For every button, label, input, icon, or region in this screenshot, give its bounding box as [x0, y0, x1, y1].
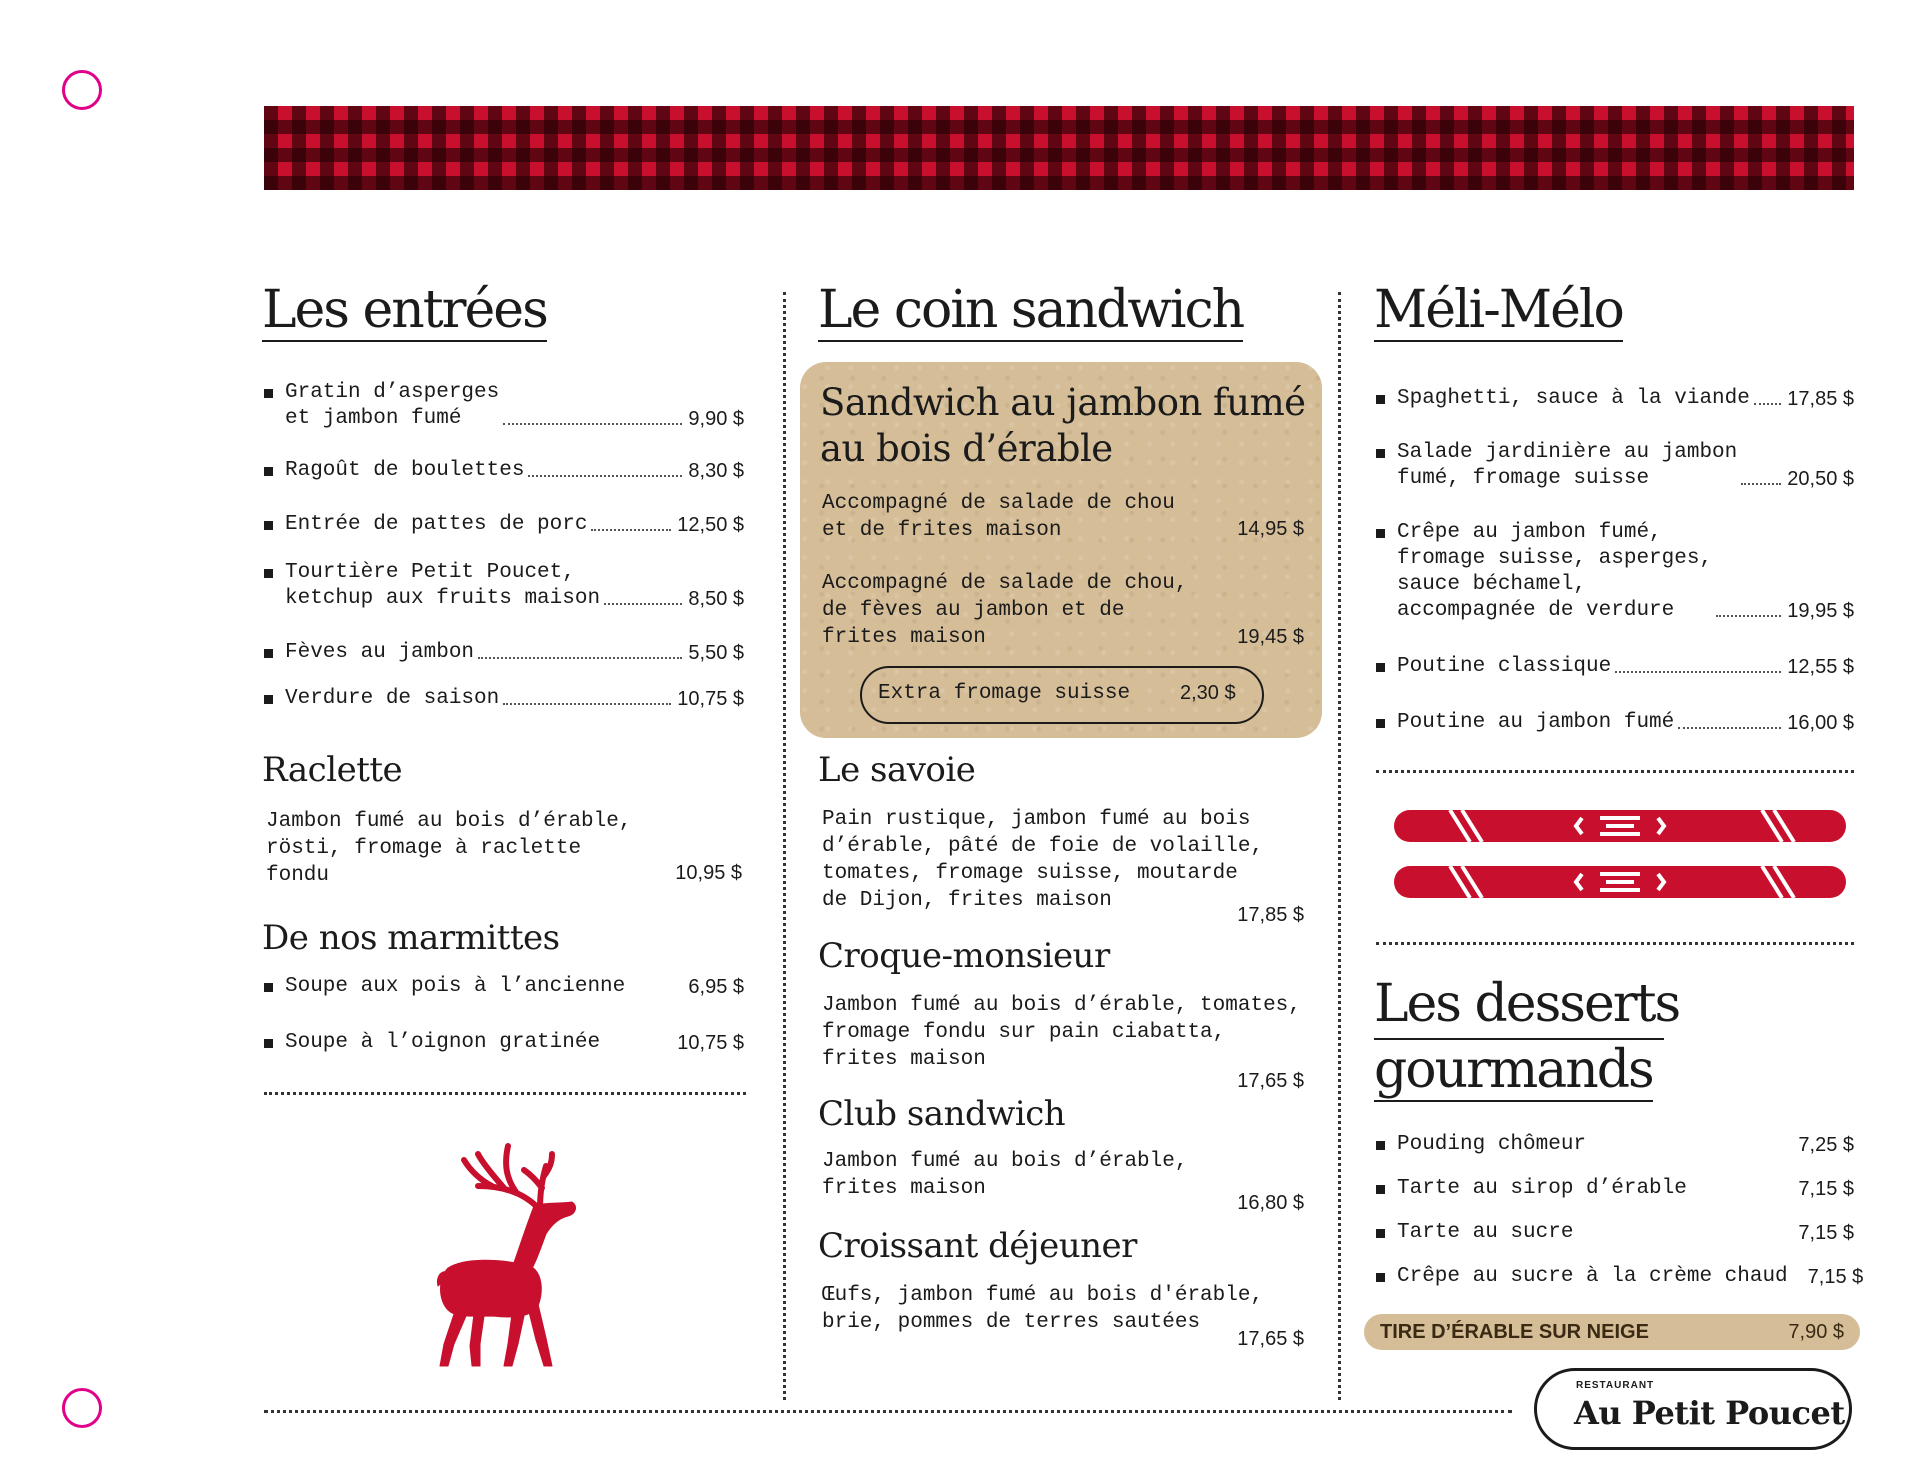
bullet: [1376, 663, 1385, 672]
column-divider-left: [783, 292, 786, 1400]
skis-icon: [1392, 806, 1848, 910]
croissant-price: 17,65 $: [1237, 1328, 1304, 1350]
dot-leader: [503, 423, 682, 425]
dot-leader: [478, 657, 682, 659]
entrees-heading: [262, 280, 547, 342]
list-item: Crêpe au sucre à la crème chaud 7,15 $: [1376, 1264, 1854, 1290]
featured-option-1-price: 14,95 $: [1237, 518, 1304, 540]
plaid-banner: [264, 106, 1854, 190]
dot-leader: [1716, 615, 1781, 617]
list-item: Entrée de pattes de porc 12,50 $: [264, 512, 744, 538]
dot-leader: [1678, 727, 1781, 729]
dot-leader: [1741, 483, 1781, 485]
list-item: Tarte au sucre 7,15 $: [1376, 1220, 1854, 1246]
dot-leader: [1615, 671, 1781, 673]
column-divider-right: [1338, 292, 1341, 1400]
dot-leader: [1754, 403, 1781, 405]
croissant-description: Œufs, jambon fumé au bois d'érable, brie, pommes de terres sautées: [822, 1284, 1264, 1334]
list-item: Tarte au sirop d’érable 7,15 $: [1376, 1176, 1854, 1202]
dot-leader: [591, 529, 671, 531]
bullet: [1376, 449, 1385, 458]
croque-description: Jambon fumé au bois d’érable, tomates, fromage fondu sur pain ciabatta, frites maison: [822, 994, 1301, 1071]
maple-taffy-special: [1364, 1314, 1860, 1350]
list-item: Poutine au jambon fumé 16,00 $: [1376, 710, 1854, 736]
maple-taffy-price: 7,90 $: [1788, 1320, 1844, 1343]
entrees-title: Les entrées: [262, 280, 547, 340]
bullet: [264, 389, 273, 398]
featured-sandwich-title: Sandwich au jambon fumé au bois d’érable: [820, 381, 1306, 470]
list-item: Soupe aux pois à l’ancienne 6,95 $: [264, 974, 744, 1000]
club-price: 16,80 $: [1237, 1192, 1304, 1214]
desserts-title-line2: gourmands: [1374, 1040, 1653, 1100]
bullet: [1376, 1273, 1385, 1282]
list-item: Pouding chômeur 7,25 $: [1376, 1132, 1854, 1158]
logo-restaurant-name: Au Petit Poucet: [1574, 1394, 1845, 1432]
sandwich-heading: [818, 280, 1244, 342]
list-item: Gratin d’asperges et jambon fumé 9,90 $: [264, 380, 744, 432]
bullet: [264, 467, 273, 476]
list-item: Fèves au jambon 5,50 $: [264, 640, 744, 666]
registration-circle-top: [62, 70, 102, 110]
croissant-title: Croissant déjeuner: [818, 1226, 1137, 1266]
raclette-description: Jambon fumé au bois d’érable, rösti, fromage à raclette fondu: [266, 810, 632, 887]
bullet: [1376, 1185, 1385, 1194]
list-item: Crêpe au jambon fumé, fromage suisse, asperges, sauce béchamel, accompagnée de verdure 19,95 $: [1376, 520, 1854, 624]
desserts-heading: [1374, 974, 1680, 1102]
bullet: [264, 695, 273, 704]
divider-melimelo-bottom: [1376, 770, 1854, 773]
sandwich-title: Le coin sandwich: [818, 280, 1244, 340]
extra-cheese-price: 2,30 $: [1180, 682, 1236, 704]
savoie-description: Pain rustique, jambon fumé au bois d’érable, pâté de foie de volaille, tomates, fromage suisse, moutarde de Dijon, frites maison: [822, 808, 1264, 912]
dot-leader: [604, 603, 682, 605]
bullet: [1376, 529, 1385, 538]
raclette-title: Raclette: [262, 750, 403, 790]
melimelo-heading: [1374, 280, 1623, 342]
club-description: Jambon fumé au bois d’érable, frites maison: [822, 1150, 1188, 1200]
bullet: [264, 983, 273, 992]
featured-option-1-desc: Accompagné de salade de chou et de frites maison: [822, 492, 1175, 542]
club-title: Club sandwich: [818, 1094, 1066, 1134]
list-item: Soupe à l’oignon gratinée 10,75 $: [264, 1030, 744, 1056]
registration-circle-bottom: [62, 1388, 102, 1428]
bullet: [264, 569, 273, 578]
raclette-price: 10,95 $: [675, 862, 742, 884]
divider-entrees-bottom: [264, 1092, 746, 1095]
featured-option-2-price: 19,45 $: [1237, 626, 1304, 648]
maple-taffy-label: TIRE D’ÉRABLE SUR NEIGE: [1380, 1320, 1649, 1343]
list-item: Verdure de saison 10,75 $: [264, 686, 744, 712]
bullet: [1376, 395, 1385, 404]
croque-title: Croque-monsieur: [818, 936, 1110, 976]
list-item: Salade jardinière au jambon fumé, fromage suisse 20,50 $: [1376, 440, 1854, 492]
desserts-title-line1: Les desserts: [1374, 974, 1680, 1034]
list-item: Spaghetti, sauce à la viande 17,85 $: [1376, 386, 1854, 412]
divider-skis-bottom: [1376, 942, 1854, 945]
melimelo-title: Méli-Mélo: [1374, 280, 1623, 340]
bullet: [1376, 1229, 1385, 1238]
list-item: Ragoût de boulettes 8,30 $: [264, 458, 744, 484]
featured-option-2-desc: Accompagné de salade de chou, de fèves au jambon et de frites maison: [822, 572, 1188, 649]
dot-leader: [503, 703, 671, 705]
logo-restaurant-label: RESTAURANT: [1576, 1380, 1655, 1391]
bullet: [1376, 719, 1385, 728]
marmittes-title: De nos marmittes: [262, 918, 560, 958]
bullet: [264, 649, 273, 658]
savoie-price: 17,85 $: [1237, 904, 1304, 926]
bullet: [1376, 1141, 1385, 1150]
list-item: Tourtière Petit Poucet, ketchup aux fruits maison 8,50 $: [264, 560, 744, 612]
extra-cheese-label: Extra fromage suisse: [878, 682, 1131, 705]
divider-page-bottom: [264, 1410, 1512, 1413]
list-item: Poutine classique 12,55 $: [1376, 654, 1854, 680]
deer-icon: [412, 1140, 592, 1370]
savoie-title: Le savoie: [818, 750, 976, 790]
bullet: [264, 521, 273, 530]
dot-leader: [528, 475, 682, 477]
bullet: [264, 1039, 273, 1048]
croque-price: 17,65 $: [1237, 1070, 1304, 1092]
